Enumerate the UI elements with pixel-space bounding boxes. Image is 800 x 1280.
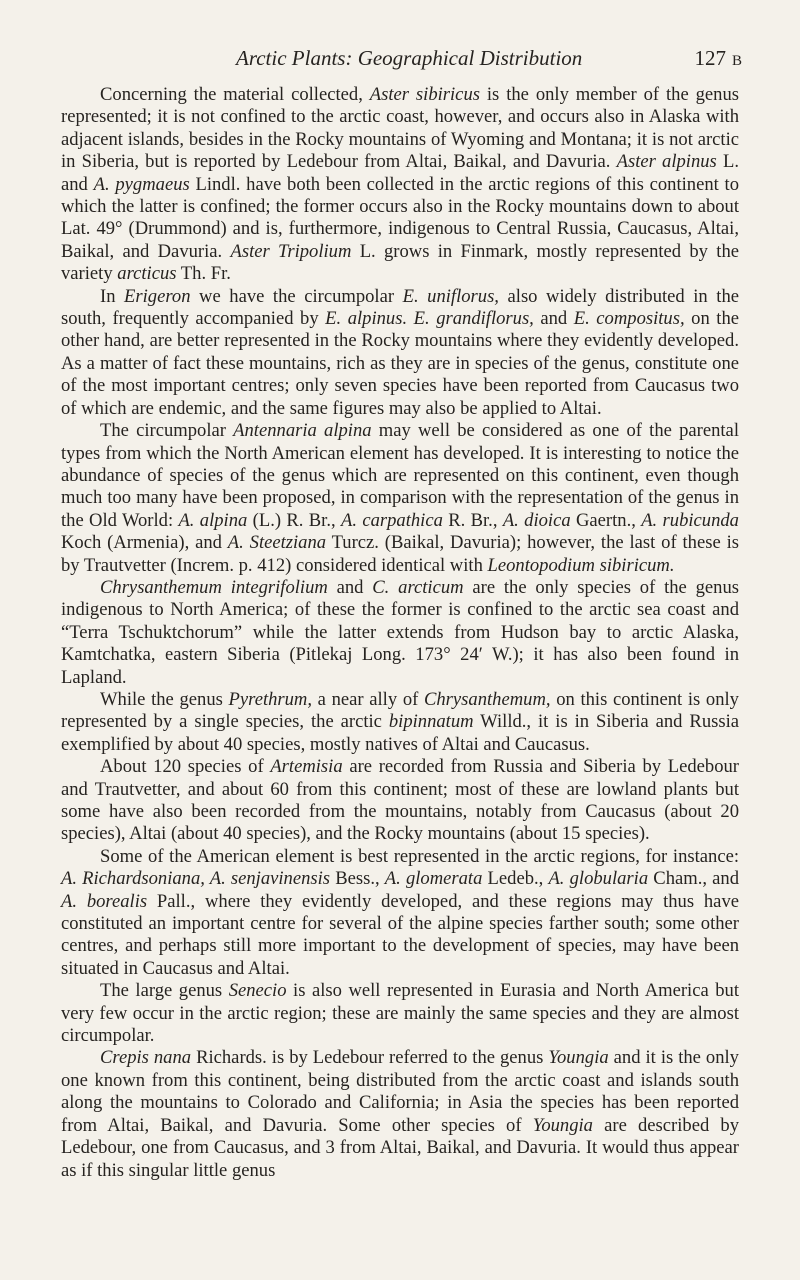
italic-taxon: A. rubicunda	[641, 509, 739, 531]
italic-taxon: Aster sibiricus	[369, 84, 480, 105]
running-head: Arctic Plants: Geographical Distribution	[236, 46, 583, 70]
text-run: Turcz. (Baikal, Davuria); however, the last of these is by Trautvetter (Increm. p. 412) considered identical with	[61, 532, 739, 576]
text-run: are recorded from Russia and Siberia by Ledebour and Trautvetter, and about 60 from this continent; most of these are lowland plants but some have also been recorded from the mountains, notably from Caucasus (about 20 species), Altai (about 40 species), and the Rocky mountains (about 15 species).	[61, 756, 739, 845]
text-run: is also well represented in Eurasia and North America but very few occur in the arctic region; these are mainly the same species and they are almost circumpolar.	[61, 980, 739, 1047]
paragraph	[61, 286, 739, 420]
italic-taxon: A. pygmaeus	[93, 173, 190, 195]
italic-taxon: bipinnatum	[388, 711, 474, 733]
text-run: are the only species of the genus indigenous to North America; of these the former is confined to the arctic sea coast and “Terra Tschuktchorum” while the latter extends from Hudson bay to arctic Alaska, Kamtchatka, eastern Siberia (Pitlekaj Long. 173° 24′ W.); it has also been found in Lapland.	[61, 576, 739, 688]
paragraph	[61, 846, 739, 980]
italic-taxon: A. alpina	[178, 509, 248, 531]
text-run: Bess.,	[330, 868, 385, 890]
italic-taxon: Leontopodium sibiricum.	[487, 554, 675, 576]
paragraph	[61, 1047, 739, 1181]
text-run: Richards. is by Ledebour referred to the genus	[191, 1047, 549, 1069]
italic-taxon: A. carpathica	[340, 509, 443, 531]
text-run: and it is the only one known from this continent, being distributed from the arctic coast and islands south along the mountains to Colorado and California; in Asia the species has been reported from Altai, Baikal, and Davuria. Some other species of	[61, 1047, 739, 1136]
paragraph	[61, 84, 739, 286]
page-number-value: 127	[694, 46, 726, 70]
italic-taxon: A. Steetziana	[227, 532, 327, 554]
italic-taxon: arcticus	[117, 263, 177, 285]
text-run: L. grows in Finmark, mostly represented by the variety	[61, 240, 739, 285]
text-run: About 120 species of	[100, 756, 271, 778]
italic-taxon: E. uniflorus,	[402, 285, 499, 307]
text-run: Willd., it is in Siberia and Russia exemplified by about 40 species, mostly natives of Altai and Caucasus.	[61, 711, 740, 755]
italic-taxon: A. Richardsoniana, A. senjavinensis	[61, 868, 331, 890]
paragraph	[61, 420, 739, 577]
text-run: and	[327, 576, 373, 598]
italic-taxon: Youngia	[548, 1047, 609, 1069]
text-run: on the other hand, are better represented in the Rocky mountains where they evidently developed. As a matter of fact these mountains, rich as they are in species of the genus, constitute one of the most important centres; only seven species have been reported from Caucasus two of which are endemic, and the same figures may also be applied to Altai.	[61, 308, 740, 419]
text-run: The circumpolar	[100, 420, 234, 442]
italic-taxon: Chrysanthemum,	[423, 688, 551, 710]
text-run: is the only member of the genus represented; it is not confined to the arctic coast, however, and occurs also in Alaska with adjacent islands, besides in the Rocky mountains of Wyoming and Montana; it is not arctic in Siberia, but is reported by Ledebour from Altai, Baikal, and Davuria.	[61, 84, 740, 173]
paragraph	[61, 980, 739, 1047]
italic-taxon: Senecio	[228, 980, 287, 1002]
italic-taxon: C. arcticum	[372, 576, 464, 598]
italic-taxon: Pyrethrum,	[228, 688, 313, 710]
text-run: Lindl. have both been collected in the arctic regions of this continent to which the latter is confined; the former occurs also in the Rocky mountains down to about Lat. 49° (Drummond) and is, furthermore, indigenous to Central Russia, Caucasus, Altai, Baikal, and Davuria.	[61, 173, 739, 262]
text-run: L. and	[61, 151, 739, 195]
text-run: Th. Fr.	[176, 263, 231, 285]
text-run: and	[533, 308, 574, 330]
paragraph	[61, 689, 739, 756]
text-run: a near ally of	[312, 688, 424, 710]
text-run: Gaertn.,	[570, 509, 642, 531]
italic-taxon: A. dioica	[502, 509, 571, 531]
italic-taxon: A. glomerata	[384, 868, 483, 890]
text-run: Koch (Armenia), and	[61, 532, 228, 554]
text-run: Cham., and	[648, 868, 740, 890]
text-run: are described by Ledebour, one from Caucasus, and 3 from Altai, Baikal, and Davuria. It would thus appear as if this singular little genus	[61, 1114, 739, 1181]
text-run: While the genus	[100, 688, 229, 710]
italic-taxon: Antennaria alpina	[233, 420, 372, 442]
page-header	[236, 46, 742, 76]
italic-taxon: A. borealis	[61, 890, 148, 912]
italic-taxon: Crepis nana	[100, 1047, 192, 1069]
italic-taxon: Erigeron	[124, 285, 191, 307]
italic-taxon: E. alpinus. E. grandiflorus,	[325, 308, 534, 330]
text-run: The large genus	[100, 980, 229, 1002]
italic-taxon: Youngia	[532, 1114, 593, 1136]
text-run: Concerning the material collected,	[100, 84, 370, 105]
italic-taxon: A. globularia	[548, 868, 649, 890]
text-run: on this continent is only represented by a single species, the arctic	[61, 688, 739, 733]
text-run: we have the circumpolar	[190, 285, 403, 307]
paragraph	[61, 756, 739, 846]
text-run: Some of the American element is best represented in the arctic regions, for instance:	[100, 845, 739, 867]
text-run: R. Br.,	[442, 509, 503, 531]
text-run: also widely distributed in the south, frequently accompanied by	[61, 285, 739, 330]
page-number	[694, 46, 742, 71]
italic-taxon: Artemisia	[270, 756, 343, 778]
text-run: (L.) R. Br.,	[247, 509, 341, 531]
italic-taxon: Aster Tripolium	[230, 240, 352, 262]
italic-taxon: Chrysanthemum integrifolium	[100, 576, 328, 598]
page-number-suffix: B	[731, 53, 742, 69]
text-run: Pall., where they evidently developed, and these regions may thus have constituted an important centre for several of the alpine species farther south; some other centres, and perhaps still more important to the development of species, may have been situated in Caucasus and Altai.	[61, 890, 739, 979]
text-run: Ledeb.,	[482, 868, 549, 890]
italic-taxon: Aster alpinus	[616, 151, 717, 173]
text-run: may well be considered as one of the parental types from which the North American element has developed. It is interesting to notice the abundance of species of the genus which are represented on this continent, even though much too many have been proposed, in comparison with the representation of the genus in the Old World:	[61, 420, 739, 531]
body-text	[61, 84, 739, 1182]
italic-taxon: E. compositus,	[573, 308, 685, 330]
text-run: In	[100, 285, 125, 307]
paragraph	[61, 577, 739, 689]
